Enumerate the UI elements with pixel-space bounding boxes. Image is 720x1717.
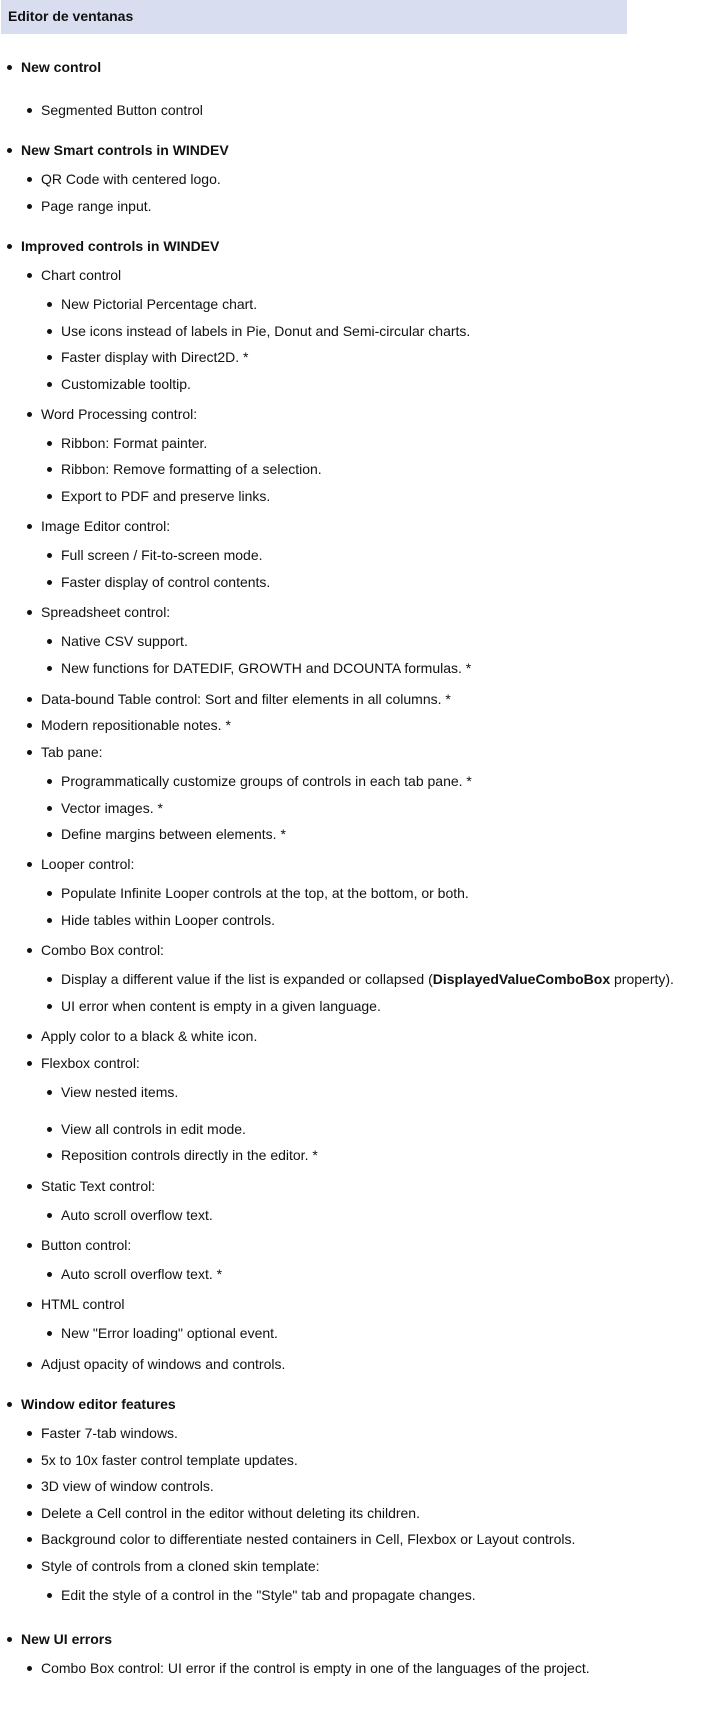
- list-item: [61, 487, 270, 505]
- list-item: [61, 884, 469, 902]
- list-item-text: Data-bound Table control: Sort and filter elements in all columns. *: [41, 691, 451, 707]
- list-item-text: Export to PDF and preserve links.: [61, 488, 271, 504]
- list-item-text: Segmented Button control: [41, 102, 203, 118]
- section-heading: [21, 58, 101, 76]
- list-item-text-suffix: property).: [610, 971, 674, 987]
- list-item: [41, 1027, 257, 1045]
- list-item: [41, 405, 197, 423]
- list-item-text: Image Editor control:: [41, 518, 171, 534]
- list-item: [41, 266, 121, 284]
- list-item-text: Auto scroll overflow text.: [61, 1207, 213, 1223]
- list-item: [61, 460, 322, 478]
- list-item: [41, 743, 103, 761]
- list-item-text: Delete a Cell control in the editor without deleting its children.: [41, 1505, 420, 1521]
- list-item-text: Apply color to a black & white icon.: [41, 1028, 258, 1044]
- list-item-text: Background color to differentiate nested containers in Cell, Flexbox or Layout controls.: [41, 1531, 576, 1547]
- list-item: [61, 1206, 213, 1224]
- list-item: [41, 1236, 131, 1254]
- list-item-text: Static Text control:: [41, 1178, 156, 1194]
- list-item: [61, 799, 163, 817]
- list-item: [41, 603, 170, 621]
- list-item: [41, 197, 152, 215]
- list-item-text: View all controls in edit mode.: [61, 1121, 246, 1137]
- list-item-text: Ribbon: Remove formatting of a selection.: [61, 461, 322, 477]
- list-item-text: Edit the style of a control in the "Style" tab and propagate changes.: [61, 1587, 476, 1603]
- list-item-text: Spreadsheet control:: [41, 604, 171, 620]
- list-item-text: Flexbox control:: [41, 1055, 140, 1071]
- list-item-text: UI error when content is empty in a given language.: [61, 998, 381, 1014]
- list-item-text: View nested items.: [61, 1084, 179, 1100]
- list-item: [61, 970, 674, 988]
- page-title: Editor de ventanas: [8, 8, 134, 24]
- list-item: [61, 1146, 318, 1164]
- list-item: [41, 101, 203, 119]
- list-item-text: New Pictorial Percentage chart.: [61, 296, 258, 312]
- list-item-text: Full screen / Fit-to-screen mode.: [61, 547, 263, 563]
- list-item-text: Customizable tooltip.: [61, 376, 191, 392]
- list-item: [41, 1355, 285, 1373]
- list-item: [41, 1477, 214, 1495]
- list-item: [61, 573, 270, 591]
- list-item-text: New control: [21, 59, 102, 75]
- list-item: [41, 855, 134, 873]
- list-item: [41, 1530, 575, 1548]
- property-name: DisplayedValueComboBox: [432, 971, 611, 987]
- list-item-text: Looper control:: [41, 856, 135, 872]
- list-item: [61, 1324, 278, 1342]
- list-item-text: Button control:: [41, 1237, 132, 1253]
- list-item-text: Window editor features: [21, 1396, 176, 1412]
- list-item-text: 3D view of window controls.: [41, 1478, 214, 1494]
- list-item: [61, 997, 381, 1015]
- list-item-text: Tab pane:: [41, 744, 103, 760]
- section-heading: [21, 1395, 176, 1413]
- list-item-text: Vector images. *: [61, 800, 163, 816]
- list-item: [41, 1504, 420, 1522]
- list-item: [61, 295, 257, 313]
- list-item-text: Word Processing control:: [41, 406, 198, 422]
- list-item: [41, 1054, 140, 1072]
- list-item: [61, 1083, 178, 1101]
- list-item: [61, 772, 472, 790]
- list-item: [61, 348, 249, 366]
- list-item-text: Combo Box control: UI error if the control is empty in one of the languages of the project.: [41, 1660, 590, 1676]
- section-heading: [21, 1630, 112, 1648]
- list-item: [41, 517, 170, 535]
- list-item-text: Use icons instead of labels in Pie, Donut and Semi-circular charts.: [61, 323, 471, 339]
- list-item: [41, 170, 221, 188]
- list-item: [61, 825, 286, 843]
- list-item: [61, 546, 263, 564]
- list-item: [41, 1659, 590, 1677]
- list-item: [41, 1177, 155, 1195]
- list-item-text: Reposition controls directly in the editor. *: [61, 1147, 318, 1163]
- list-item: [61, 434, 207, 452]
- list-item-text: Faster 7-tab windows.: [41, 1425, 178, 1441]
- list-item: [61, 1586, 476, 1604]
- list-item-text: Populate Infinite Looper controls at the top, at the bottom, or both.: [61, 885, 469, 901]
- list-item-text: Improved controls in WINDEV: [21, 238, 220, 254]
- list-item-text: Chart control: [41, 267, 122, 283]
- list-item: [41, 716, 231, 734]
- list-item-text: Page range input.: [41, 198, 152, 214]
- section-heading: [21, 141, 229, 159]
- list-item-text: Combo Box control:: [41, 942, 164, 958]
- list-item: [41, 1295, 125, 1313]
- list-item-text: Auto scroll overflow text. *: [61, 1266, 223, 1282]
- list-item-text: Adjust opacity of windows and controls.: [41, 1356, 286, 1372]
- page-header: [1, 0, 627, 34]
- list-item-text: New UI errors: [21, 1631, 113, 1647]
- list-item-text: HTML control: [41, 1296, 125, 1312]
- list-item-text: New "Error loading" optional event.: [61, 1325, 278, 1341]
- list-item: [61, 632, 188, 650]
- list-item-text: Style of controls from a cloned skin template:: [41, 1558, 320, 1574]
- list-item-text: Faster display of control contents.: [61, 574, 271, 590]
- list-item: [41, 1451, 298, 1469]
- list-item-text: Faster display with Direct2D. *: [61, 349, 249, 365]
- list-item-text: New Smart controls in WINDEV: [21, 142, 229, 158]
- list-item: [41, 1557, 320, 1575]
- list-item-text: Define margins between elements. *: [61, 826, 286, 842]
- list-item: [61, 322, 470, 340]
- list-item: [61, 659, 471, 677]
- list-item-text: Programmatically customize groups of controls in each tab pane. *: [61, 773, 472, 789]
- list-item: [61, 1120, 246, 1138]
- list-item-text: New functions for DATEDIF, GROWTH and DCOUNTA formulas. *: [61, 660, 472, 676]
- list-item-text: Ribbon: Format painter.: [61, 435, 208, 451]
- list-item-text: Modern repositionable notes. *: [41, 717, 231, 733]
- section-heading: [21, 237, 219, 255]
- list-item: [61, 1265, 222, 1283]
- list-item: [41, 690, 451, 708]
- list-item: [41, 941, 164, 959]
- list-item: [41, 1424, 178, 1442]
- list-item: [61, 375, 191, 393]
- list-item-text: QR Code with centered logo.: [41, 171, 221, 187]
- list-item-text: Hide tables within Looper controls.: [61, 912, 276, 928]
- list-item-text: 5x to 10x faster control template updates.: [41, 1452, 298, 1468]
- list-item-text: Display a different value if the list is expanded or collapsed (: [61, 971, 433, 987]
- list-item: [61, 911, 275, 929]
- list-item-text: Native CSV support.: [61, 633, 188, 649]
